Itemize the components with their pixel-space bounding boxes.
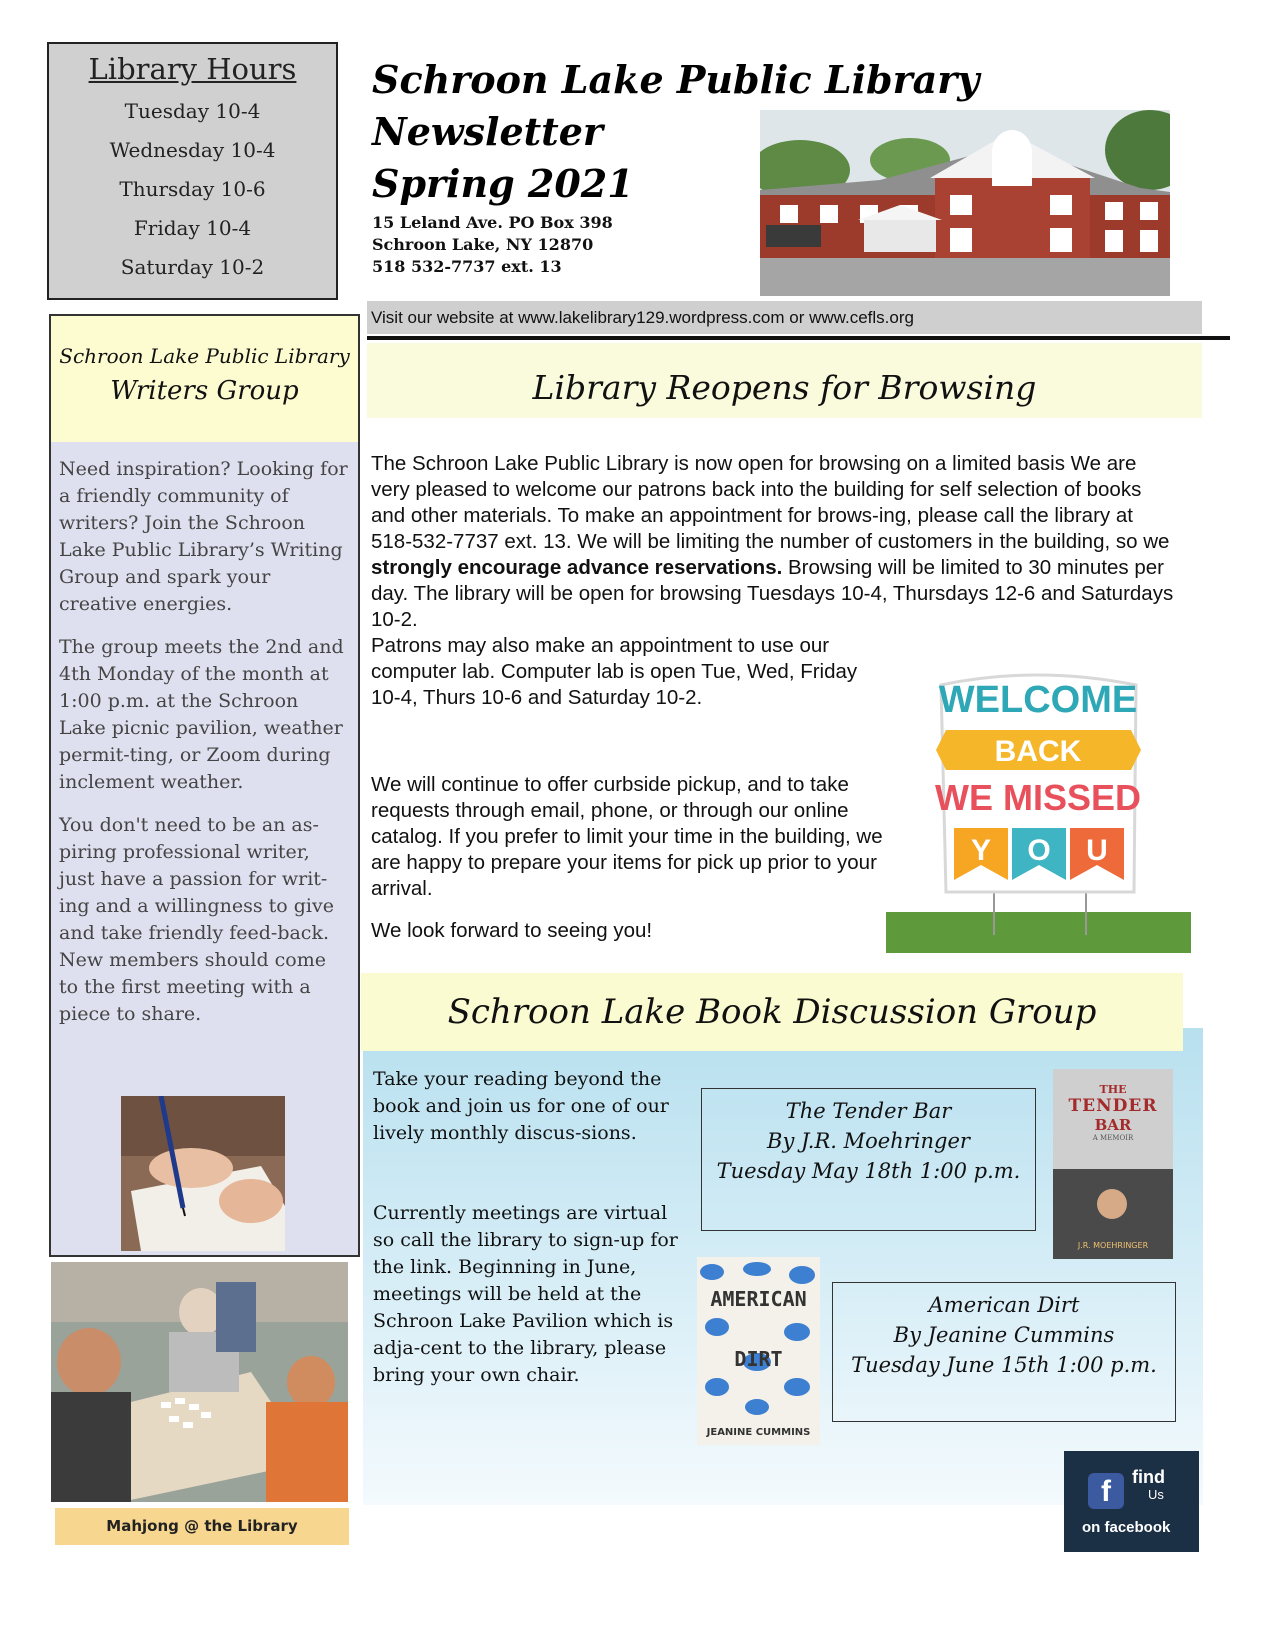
facebook-icon: f bbox=[1088, 1473, 1124, 1509]
book-paragraph-2: Currently meetings are virtual so call the library to sign-up for the link. Beginning in June, meetings will be held at the Schroon Lake Pavilion which is adja-cent to the library, please bring your own chair. bbox=[373, 1202, 678, 1386]
sign-letter-u: U bbox=[1086, 834, 1108, 867]
welcome-back-sign bbox=[886, 660, 1191, 953]
event-2-author: By Jeanine Cummins bbox=[893, 1323, 1115, 1347]
event-2-date: Tuesday June 15th 1:00 p.m. bbox=[851, 1353, 1157, 1377]
reopen-paragraph-4: We look forward to seeing you! bbox=[371, 919, 653, 942]
tender-bar-cover: THE TENDER BAR A MEMOIR J.R. MOEHRINGER bbox=[1053, 1069, 1173, 1259]
writers-paragraph-2: The group meets the 2nd and 4th Monday of the month at 1:00 p.m. at the Schroon Lake picnic pavilion, weather permit-ting, or Zoom during inclement weather. bbox=[59, 636, 344, 793]
address-line2: Schroon Lake, NY 12870 bbox=[372, 235, 594, 254]
mahjong-caption: Mahjong @ the Library bbox=[55, 1508, 349, 1545]
writers-paragraph-3: You don't need to be an as-piring professional writer, just have a passion for writ-ing and a willingness to give and take friendly feed-back. New members should come to the first meeting with a piece to share. bbox=[59, 814, 334, 1025]
book-paragraph-1: Take your reading beyond the book and join us for one of our lively monthly discus-sions. bbox=[373, 1068, 669, 1144]
writers-group-title: Writers Group bbox=[110, 376, 299, 406]
writers-group-sidebar bbox=[49, 314, 360, 1257]
website-bar: Visit our website at www.lakelibrary129.wordpress.com or www.cefls.org bbox=[367, 301, 1202, 334]
reopen-paragraph-2: Patrons may also make an appointment to use our computer lab. Computer lab is open Tue, Wed, Friday 10-4, Thurs 10-6 and Saturday 10-2. bbox=[371, 634, 858, 709]
sign-back-text: BACK bbox=[994, 735, 1082, 768]
sign-letter-o: O bbox=[1027, 834, 1051, 867]
reservations-emphasis: strongly encourage advance reservations. bbox=[371, 556, 783, 579]
book-discussion-heading: Schroon Lake Book Discussion Group bbox=[361, 973, 1183, 1051]
mahjong-photo bbox=[51, 1262, 348, 1502]
event-1-date: Tuesday May 18th 1:00 p.m. bbox=[716, 1159, 1021, 1183]
facebook-us-text: Us bbox=[1148, 1487, 1164, 1502]
facebook-badge[interactable] bbox=[1064, 1451, 1199, 1552]
facebook-find-text: find bbox=[1132, 1467, 1165, 1487]
event-tender-bar bbox=[701, 1088, 1036, 1231]
hours-friday: Friday 10-4 bbox=[133, 216, 252, 240]
masthead-line1: Schroon Lake Public Library bbox=[372, 57, 980, 102]
event-2-title: American Dirt bbox=[928, 1293, 1080, 1317]
writers-group-kicker: Schroon Lake Public Library bbox=[59, 344, 350, 368]
hours-saturday: Saturday 10-2 bbox=[120, 255, 265, 279]
hours-tuesday: Tuesday 10-4 bbox=[124, 99, 261, 123]
phone-line: 518 532-7737 ext. 13 bbox=[372, 257, 562, 276]
facebook-on-text: on facebook bbox=[1082, 1519, 1171, 1536]
address-block bbox=[372, 212, 712, 278]
american-dirt-cover: AMERICAN DIRT JEANINE CUMMINS bbox=[697, 1257, 820, 1445]
event-1-title: The Tender Bar bbox=[785, 1099, 952, 1123]
reopen-paragraph-1: The Schroon Lake Public Library is now open for browsing on a limited basis We are very pleased to welcome our patrons back into the building for self selection of books and other materials. To make an appointment for brows-ing, please call the library at 518-532-7737 ext. 13. We will be limiting the number of customers in the building, so we strongly encourage advance reservations. Browsing will be limited to 30 minutes per day. The library will be open for browsing Tuesdays 10-4, Thursdays 12-6 and Saturdays 10-2. bbox=[371, 452, 1174, 631]
hours-wednesday: Wednesday 10-4 bbox=[109, 138, 276, 162]
masthead-line2: Newsletter bbox=[372, 109, 603, 154]
reopen-paragraph-3: We will continue to offer curbside pickup, and to take requests through email, phone, or through our online catalog. If you prefer to limit your time in the building, we are happy to prepare your items for pick up prior to your arrival. bbox=[371, 773, 883, 900]
hours-thursday: Thursday 10-6 bbox=[119, 177, 266, 201]
writers-group-header bbox=[51, 316, 358, 442]
library-hours-title: Library Hours bbox=[88, 52, 297, 86]
sign-letter-y: Y bbox=[970, 834, 992, 867]
reopen-heading: Library Reopens for Browsing bbox=[367, 343, 1202, 418]
address-line1: 15 Leland Ave. PO Box 398 bbox=[372, 213, 613, 232]
event-1-author: By J.R. Moehringer bbox=[767, 1129, 970, 1153]
masthead-line3: Spring 2021 bbox=[372, 161, 634, 206]
event-american-dirt bbox=[832, 1282, 1176, 1422]
writers-paragraph-1: Need inspiration? Looking for a friendly community of writers? Join the Schroon Lake Public Library’s Writing Group and spark your creative energies. bbox=[59, 458, 348, 615]
writing-hand-photo bbox=[121, 1096, 285, 1251]
header-rule bbox=[367, 336, 1230, 340]
library-hours-box bbox=[47, 42, 338, 300]
cover-boy-face bbox=[1097, 1189, 1127, 1219]
sign-welcome-text: WELCOME bbox=[938, 679, 1138, 721]
sign-we-missed-text: WE MISSED bbox=[934, 777, 1142, 818]
library-building-photo bbox=[760, 110, 1170, 296]
